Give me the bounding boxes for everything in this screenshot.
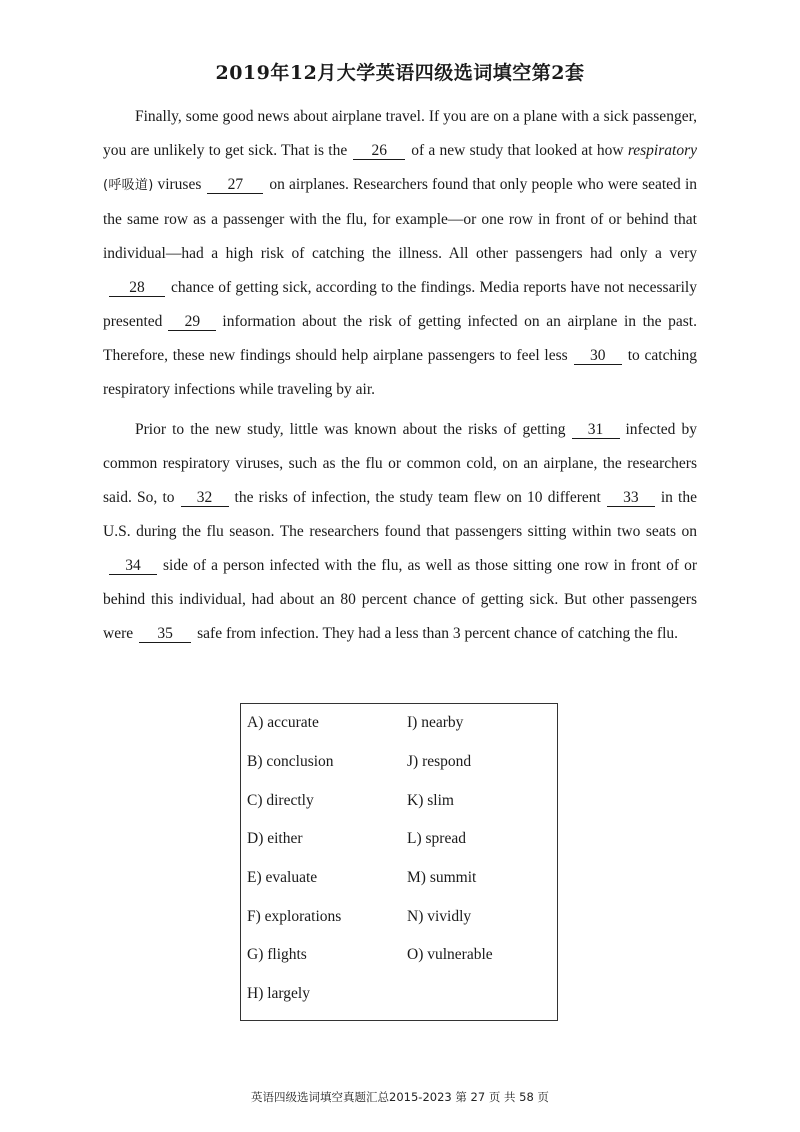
passage-text: safe from infection. They had a less than 3 percent chance of catching the flu.: [197, 625, 679, 642]
word-option: C) directly: [247, 792, 314, 809]
blank-34: 34: [109, 557, 157, 575]
word-option: N) vividly: [407, 908, 472, 925]
passage-text: infected by common respiratory viruses, such as the flu or common cold, on an airplane, the researchers said. So, to: [103, 421, 697, 506]
word-option: B) conclusion: [247, 753, 334, 770]
word-option: F) explorations: [247, 908, 342, 925]
passage-text: information about the risk of getting infected on an airplane in the past. Therefore, these new findings should help airplane passengers to feel less: [103, 313, 697, 364]
word-option: D) either: [247, 830, 303, 847]
page-footer: 英语四级选词填空真题汇总2015-2023 第 27 页 共 58 页: [251, 1090, 549, 1104]
blank-30: 30: [574, 347, 622, 365]
word-bank: [240, 703, 558, 1021]
word-option: E) evaluate: [247, 869, 318, 886]
passage-text: of a new study that looked at how: [411, 142, 624, 159]
passage-paragraph-2: [103, 413, 697, 651]
blank-35: 35: [139, 625, 191, 643]
word-option: M) summit: [407, 869, 477, 886]
word-option: G) flights: [247, 946, 307, 963]
passage-text: Finally, some good news about airplane travel. If you are on a plane with a sick passenger, you are unlikely to get sick. That is the: [103, 108, 697, 159]
passage-text: chance of getting sick, according to the findings. Media reports have not necessarily presented: [103, 279, 697, 330]
blank-28: 28: [109, 279, 165, 297]
word-option: J) respond: [407, 753, 472, 770]
blank-32: 32: [181, 489, 229, 507]
passage-italic-term: respiratory: [627, 142, 697, 159]
passage-text: viruses: [157, 176, 202, 193]
passage-text: Prior to the new study, little was known about the risks of getting: [135, 421, 566, 438]
word-option: A) accurate: [247, 714, 319, 731]
passage-text: to catching respiratory infections while traveling by air.: [103, 347, 698, 398]
passage-text: on airplanes. Researchers found that only people who were seated in the same row as a passenger with the flu, for example—or one row in front of or behind that individual—had a high risk of catching the illness. All other passengers had only a very: [103, 176, 698, 262]
page-title: 2019年12月大学英语四级选词填空第2套: [215, 62, 585, 84]
passage-gloss: (呼吸道): [103, 178, 154, 193]
passage-text: the risks of infection, the study team flew on 10 different: [234, 489, 601, 506]
word-option: K) slim: [407, 792, 454, 809]
blank-27: 27: [207, 176, 263, 194]
passage-paragraph-1: [103, 100, 697, 407]
word-option: I) nearby: [407, 714, 464, 731]
word-option: O) vulnerable: [407, 946, 493, 963]
passage-text: side of a person infected with the flu, as well as those sitting one row in front of or behind this individual, had about an 80 percent chance of getting sick. But other passengers were: [103, 557, 697, 642]
blank-29: 29: [168, 313, 216, 331]
blank-33: 33: [607, 489, 655, 507]
blank-31: 31: [572, 421, 620, 439]
word-option: H) largely: [247, 985, 310, 1002]
passage-text: in the U.S. during the flu season. The researchers found that passengers sitting within two seats on: [103, 489, 697, 540]
blank-26: 26: [353, 142, 405, 160]
word-option: L) spread: [407, 830, 466, 847]
